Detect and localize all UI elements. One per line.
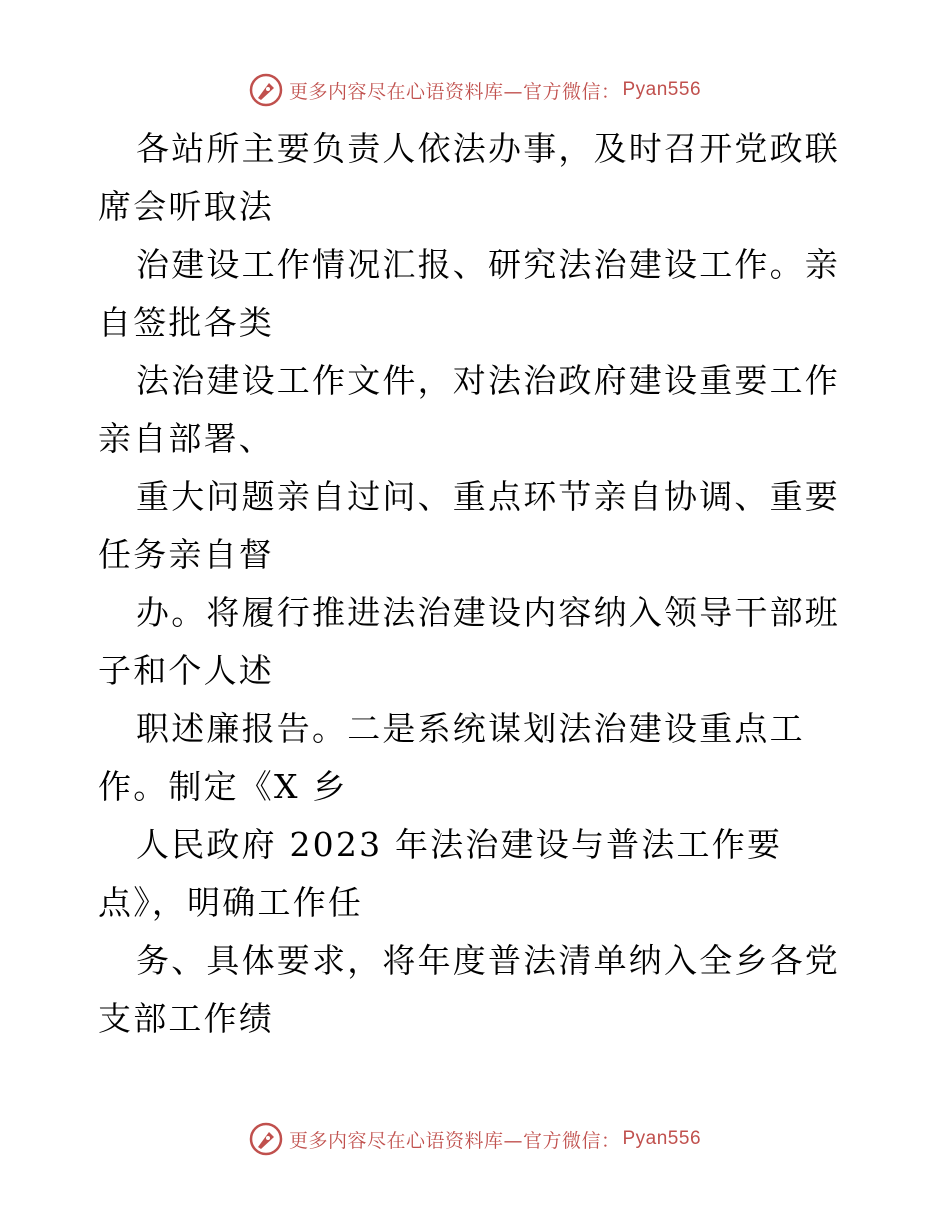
pen-nib-logo-icon xyxy=(249,73,283,107)
watermark-wechat-id: Pyan556 xyxy=(622,79,702,100)
paragraph: 人民政府 2023 年法治建设与普法工作要点》，明确工作任 xyxy=(98,825,783,922)
paragraph: 办。将履行推进法治建设内容纳入领导干部班子和个人述 xyxy=(98,593,840,690)
paragraph: 法治建设工作文件，对法治政府建设重要工作亲自部署、 xyxy=(98,361,840,458)
document-body xyxy=(98,120,858,1048)
footer-watermark xyxy=(0,1119,950,1159)
watermark-text: 更多内容尽在心语资料库—官方微信： xyxy=(288,1129,621,1152)
paragraph: 务、具体要求，将年度普法清单纳入全乡各党支部工作绩 xyxy=(98,941,840,1038)
paragraph: 重大问题亲自过问、重点环节亲自协调、重要任务亲自督 xyxy=(98,477,840,574)
watermark-text: 更多内容尽在心语资料库—官方微信： xyxy=(288,80,621,103)
paragraph: 治建设工作情况汇报、研究法治建设工作。亲自签批各类 xyxy=(98,245,840,342)
paragraph: 职述廉报告。二是系统谋划法治建设重点工作。制定《X 乡 xyxy=(98,709,805,806)
header-watermark xyxy=(0,70,950,110)
pen-nib-logo-icon xyxy=(249,1122,283,1156)
watermark-wechat-id: Pyan556 xyxy=(622,1128,702,1149)
paragraph: 各站所主要负责人依法办事，及时召开党政联席会听取法 xyxy=(98,129,840,226)
